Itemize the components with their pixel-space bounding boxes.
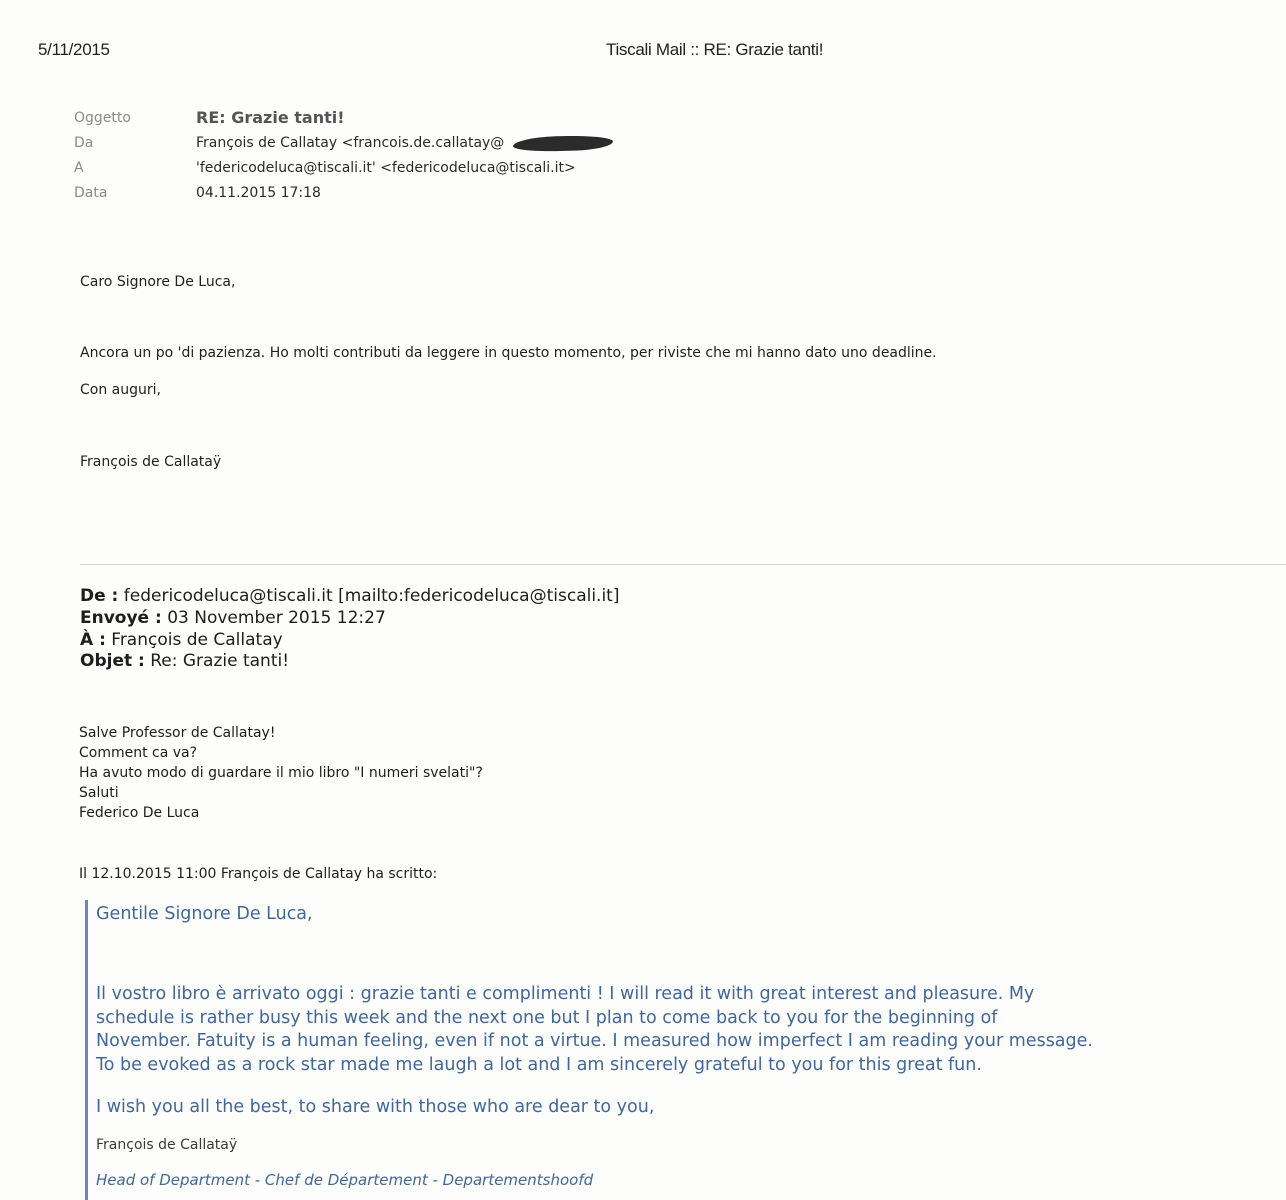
message-to: 'federicodeluca@tiscali.it' <federicodeluca@tiscali.it> [196, 160, 576, 176]
message-date: 04.11.2015 17:18 [196, 185, 321, 201]
divider [80, 564, 1286, 565]
print-page-title: Tiscali Mail :: RE: Grazie tanti! [606, 40, 824, 59]
reply-line: Ha avuto modo di guardare il mio libro "I numeri svelati"? [79, 765, 483, 781]
to-label: A [74, 160, 84, 176]
quoted-sent [80, 608, 386, 628]
quoted-to [80, 630, 283, 650]
reply-line: Federico De Luca [79, 805, 200, 821]
quoted-subject-value: Re: Grazie tanti! [150, 651, 290, 671]
quote-signature-title: Head of Department - Chef de Département - Departementshoofd [96, 1171, 594, 1189]
quote-wish: I wish you all the best, to share with those who are dear to you, [96, 1097, 655, 1117]
body-signature: François de Callataÿ [80, 454, 222, 470]
reply-line: Saluti [79, 785, 119, 801]
quoted-subject-label: Objet : [80, 651, 145, 671]
print-date: 5/11/2015 [38, 40, 110, 59]
quote-bar [85, 900, 88, 1200]
quoted-sent-value: 03 November 2015 12:27 [167, 608, 386, 628]
message-subject: RE: Grazie tanti! [196, 108, 345, 127]
quote-signature: François de Callataÿ [96, 1137, 238, 1153]
subject-label: Oggetto [74, 110, 131, 126]
reply-line: Comment ca va? [79, 745, 198, 761]
quoted-to-label: À : [80, 630, 106, 650]
quoted-to-value: François de Callatay [111, 630, 283, 650]
quote-paragraph-line: To be evoked as a rock star made me laugh a lot and I am sincerely grateful to you for this great fun. [96, 1055, 982, 1075]
body-paragraph: Ancora un po 'di pazienza. Ho molti contributi da leggere in questo momento, per riviste che mi hanno dato uno deadline. [80, 345, 937, 361]
reply-line: Salve Professor de Callatay! [79, 725, 276, 741]
quote-greeting: Gentile Signore De Luca, [96, 904, 313, 924]
quoted-from [80, 586, 619, 606]
body-greeting: Caro Signore De Luca, [80, 274, 236, 290]
quote-paragraph-line: November. Fatuity is a human feeling, even if not a virtue. I measured how imperfect I am reading your message. [96, 1031, 1093, 1051]
date-label: Data [74, 185, 108, 201]
quoted-sent-label: Envoyé : [80, 608, 162, 628]
message-from: François de Callatay <francois.de.callatay@ [196, 135, 505, 151]
quoted-subject [80, 651, 289, 671]
reply-attribution: Il 12.10.2015 11:00 François de Callatay ha scritto: [79, 866, 438, 882]
quoted-from-label: De : [80, 586, 119, 606]
quote-paragraph-line: Il vostro libro è arrivato oggi : grazie tanti e complimenti ! I will read it with great interest and pleasure. My [96, 984, 1035, 1004]
body-closing: Con auguri, [80, 382, 161, 398]
quote-paragraph-line: schedule is rather busy this week and the next one but I plan to come back to you for the beginning of [96, 1008, 998, 1028]
redaction-mark [513, 134, 613, 152]
from-label: Da [74, 135, 94, 151]
quoted-from-value: federicodeluca@tiscali.it [mailto:federicodeluca@tiscali.it] [123, 586, 620, 606]
